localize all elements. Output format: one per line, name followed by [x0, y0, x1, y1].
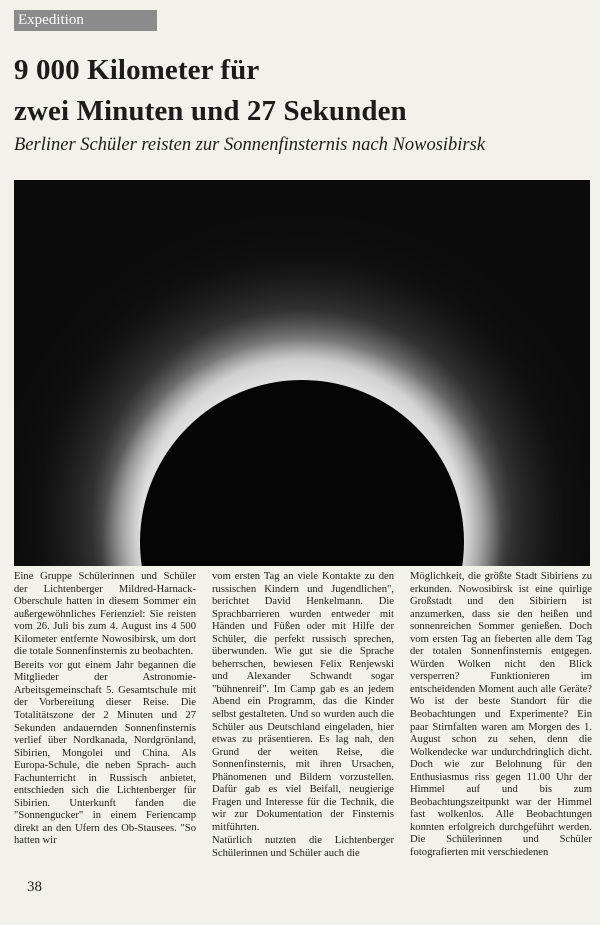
headline-line-2: zwei Minuten und 27 Sekunden: [14, 95, 407, 127]
column-2-paragraph-2: Natürlich nutzten die Lichtenberger Schülerinnen und Schüler auch die: [212, 835, 394, 860]
article-body: [14, 571, 592, 881]
eclipse-image: [14, 180, 590, 566]
column-1: [14, 571, 196, 881]
headline: [14, 50, 589, 132]
column-3: [410, 571, 592, 881]
section-tag: Expedition: [14, 10, 157, 31]
column-1-paragraph-2: Bereits vor gut einem Jahr begannen die Mitglieder der Astronomie-Arbeitsgemeinschaft 5. Gesamtschule mit der Vorbereitung dieser Reise. Die Totalitätszone der 2 Minuten und 27 Sekunden andauernden Sonnenfinsternis verlief über Nordkanada, Nordgrönland, Sibirien, Mongolei und China. Als Europa-Schule, die neben Sprach- auch Fachunterricht in Russisch anbietet, entschieden sich die Lichtenberger für Sibirien. Unterkunft fanden die "Sonnengucker" in einem Feriencamp direkt an den Ufern des Ob-Stausees. "So hatten wir: [14, 659, 196, 847]
subheadline: Berliner Schüler reisten zur Sonnenfinsternis nach Nowosibirsk: [14, 135, 486, 155]
column-2-paragraph-1: vom ersten Tag an viele Kontakte zu den russischen Kindern und Jugendlichen", berichtet David Henkelmann. Die Sprachbarrieren wurden entweder mit Händen und Füßen oder mit Hilfe der Schüler, die perfekt russisch sprechen, überwunden. Wie gut sie die Sprache beherrschen, bewiesen Felix Renjewski und Alexander Schwandt sogar "bühnenreif". Im Camp gab es an jedem Abend ein Programm, das die Kinder selbst gestalteten. Und so wurden auch die Schüler aus Deutschland eingeladen, hier etwas zu präsentieren. Es lag nah, den Grund der weiten Reise, die Sonnenfinsternis, mit ihren Ursachen, Phänomenen und Bildern vorzustellen. Dafür gab es viel Beifall, neugierige Fragen und Interesse für die Technik, die wir zur Dokumentation der Finsternis mitführten.: [212, 571, 394, 833]
headline-line-1: 9 000 Kilometer für: [14, 54, 260, 86]
eclipse-photo: [14, 180, 590, 566]
column-1-paragraph-1: Eine Gruppe Schülerinnen und Schüler der Lichtenberger Mildred-Harnack-Oberschule hatten in diesem Sommer ein außergewöhnliches Ferienziel: Sie reisten vom 26. Juli bis zum 4. August ins 4 500 Kilometer entfernte Nowosibirsk, um dort die totale Sonnenfinsternis zu beobachten.: [14, 571, 196, 658]
column-3-paragraph-1: Möglichkeit, die größte Stadt Sibiriens zu erkunden. Nowosibirsk ist eine quirlige Großstadt und den Sibiriern ist anzumerken, dass sie den heißen und sonnenreichen Sommer genießen. Doch vom ersten Tag an fieberten alle dem Tag der totalen Sonnenfinsternis entgegen. Würden Wolken nicht den Blick versperren? Funktionieren im entscheidenden Moment auch alle Geräte? Wo ist der beste Standort für die Beobachtungen und Experimente? Ein paar Stirnfalten waren am Morgen des 1. August schon zu sehen, denn die Wolkendecke war undurchdringlich dicht. Doch wie zur Belohnung für den Enthusiasmus riss gegen 11.00 Uhr der Himmel auf und bis zum Beobachtungszeitpunkt war der Himmel fast wolkenlos. Alle Beobachtungen konnten erfolgreich durchgeführt werden. Die Schülerinnen und Schüler fotografierten mit verschiedenen: [410, 571, 592, 859]
column-2: [212, 571, 394, 881]
page-number: 38: [27, 879, 42, 895]
